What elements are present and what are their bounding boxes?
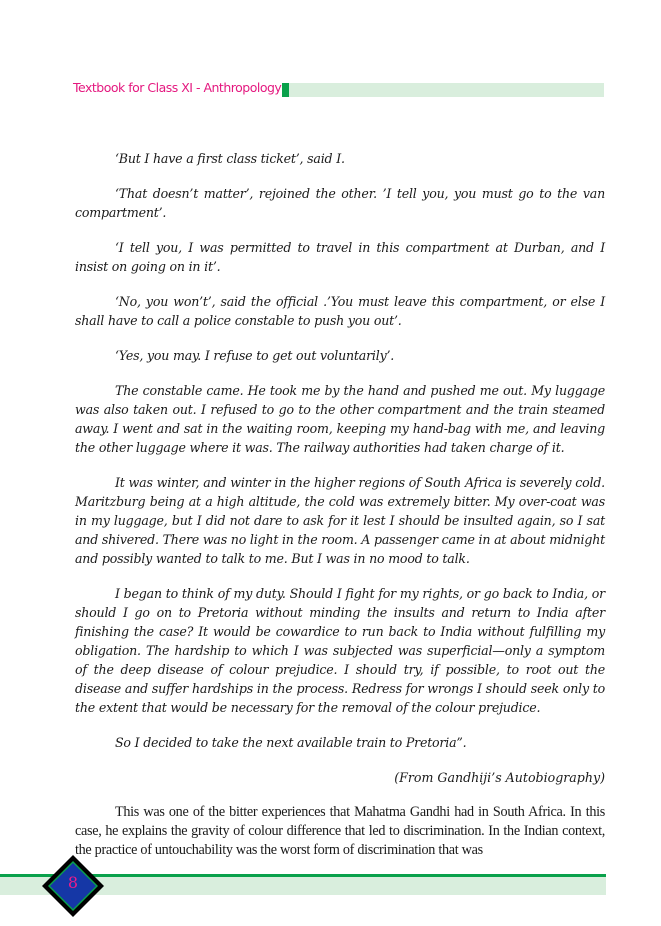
quote-paragraph: ‘But I have a first class ticket’, said I. [115, 151, 345, 166]
header-accent-mark [282, 83, 289, 97]
header-bar [289, 83, 604, 97]
quote-source: (From Gandhiji’s Autobiography) [394, 770, 605, 785]
quote-paragraph: The constable came. He took me by the hand and pushed me out. My luggage was also taken out. I refused to go to the other compartment and the train steamed away. I went and sat in the waiting room, keeping my hand-bag with me, and leaving the other luggage where it was. The railway authorities had taken charge of it. [75, 383, 605, 455]
header-title: Textbook for Class XI - Anthropology [73, 80, 282, 95]
quote-paragraph: ‘That doesn’t matter’, rejoined the other. ’I tell you, you must go to the van compartment’. [75, 186, 605, 220]
quote-paragraph: I began to think of my duty. Should I fight for my rights, or go back to India, or should I go on to Pretoria without minding the insults and return to India after finishing the case? It would be cowardice to run back to India without fulfilling my obligation. The hardship to which I was subjected was superficial—only a symptom of the deep disease of colour prejudice. I should try, if possible, to root out the disease and suffer hardships in the process. Redress for wrongs I should seek only to the extent that would be necessary for the removal of the colour prejudice. [75, 586, 605, 715]
quote-paragraph: So I decided to take the next available train to Pretoria”. [115, 735, 467, 750]
quote-paragraph: ‘No, you won’t’, said the official .’You must leave this compartment, or else I shall have to call a police constable to push you out’. [75, 294, 605, 328]
body-paragraph: This was one of the bitter experiences that Mahatma Gandhi had in South Africa. In this case, he explains the gravity of colour difference that led to discrimination. In the Indian context, the practice of untouchability was the worst form of discrimination that was [75, 804, 605, 858]
quote-paragraph: ‘I tell you, I was permitted to travel in this compartment at Durban, and I insist on going on in it’. [75, 240, 605, 274]
page-number: 8 [67, 873, 79, 892]
quote-paragraph: ‘Yes, you may. I refuse to get out voluntarily’. [115, 348, 395, 363]
quote-paragraph: It was winter, and winter in the higher regions of South Africa is severely cold. Maritzburg being at a high altitude, the cold was extremely bitter. My over-coat was in my luggage, but I did not dare to ask for it lest I should be insulted again, so I sat and shivered. There was no light in the room. A passenger came in at about midnight and possibly wanted to talk to me. But I was in no mood to talk. [75, 475, 605, 566]
page-content [75, 149, 605, 860]
